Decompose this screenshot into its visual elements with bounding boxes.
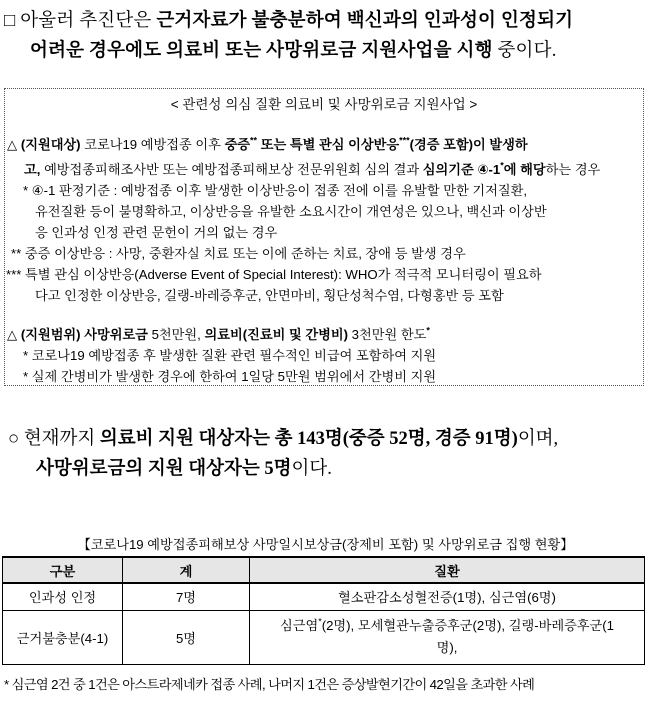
target-text: 코로나19 예방접종 이후	[80, 137, 225, 152]
table-caption: 【코로나19 예방접종피해보상 사망일시보상금(장제비 포함) 및 사망위로금 집행 현황】	[77, 537, 574, 552]
square-bullet-icon: □	[4, 11, 16, 31]
footnote-mark: *	[426, 325, 430, 336]
note1-line-3: 응 인과성 인정 관련 문헌이 거의 없는 경우	[35, 225, 278, 240]
intro-text: 아울러 추진단은	[20, 11, 157, 31]
target-label: (지원대상)	[20, 137, 81, 152]
status-bold-text: 사망위로금의 지원 대상자는 5명	[36, 459, 292, 479]
target-line-1	[7, 136, 528, 154]
status-paragraph	[8, 424, 558, 484]
cell-category: 인과성 인정	[3, 583, 123, 610]
circle-bullet-icon: ○	[8, 429, 20, 449]
note2: ** 중증 이상반응 : 사망, 중환자실 치료 또는 이에 준하는 치료, 장애 등 발생 경우	[11, 246, 466, 261]
cell-total: 5명	[123, 610, 250, 664]
paren-text: (경증 포함)이 발생하	[409, 137, 528, 152]
note1-line-2: 유전질환 등이 불명확하고, 이상반응을 유발한 소요시간이 개연성은 있으나, 백신과 이상반	[35, 204, 547, 219]
applies-text: 에 해당	[503, 162, 546, 177]
status-text: 이다.	[291, 459, 332, 479]
intro-text-end: 중이다.	[492, 41, 557, 61]
payment-status-table	[2, 556, 645, 665]
status-text: 현재까지	[23, 429, 100, 449]
disease-text: (2명), 모세혈관누출증후군(2명), 길랭-바레증후군(1	[321, 618, 615, 633]
cell-disease: 혈소판감소성혈전증(1명), 심근염(6명)	[250, 583, 645, 610]
header-category: 구분	[3, 557, 123, 583]
scope-label: (지원범위) 사망위로금	[20, 327, 148, 342]
note3-line-1: *** 특별 관심 이상반응(Adverse Event of Special Interest): WHO가 적극적 모니터링이 필요하	[6, 267, 542, 282]
target-text: 예방접종피해조사반 또는 예방접종피해보상 전문위원회 심의 결과	[40, 162, 423, 177]
header-disease: 질환	[250, 557, 645, 583]
status-bold-text: 의료비 지원 대상자는 총 143명(중증 52명, 경증 91명)	[99, 429, 518, 449]
triangle-bullet-icon: △	[7, 137, 18, 152]
footnote-mark: **	[250, 135, 258, 146]
target-text: 고,	[24, 162, 41, 177]
table-row	[3, 583, 645, 610]
intro-bold-text: 근거자료가 불충분하여 백신과의 인과성이 인정되기	[156, 11, 574, 31]
table-row	[3, 610, 645, 664]
footnote-mark: *	[318, 616, 322, 627]
note1-line-1: * ④-1 판정기준 : 예방접종 이후 발생한 이상반응이 접종 전에 이를 유발할 만한 기저질환,	[23, 183, 528, 198]
support-program-box	[4, 88, 644, 386]
footnote-mark: *	[500, 160, 504, 171]
footnote-mark: ***	[399, 135, 410, 146]
intro-line-1	[4, 6, 649, 36]
note3-line-2: 다고 인정한 이상반응, 길랭-바레증후군, 안면마비, 횡단성척수염, 다형홍반 등 포함	[35, 288, 504, 303]
scope-amount: 3천만원 한도	[348, 327, 427, 342]
header-total: 계	[123, 557, 250, 583]
disease-text: 심근염	[279, 618, 319, 633]
triangle-bullet-icon: △	[7, 327, 18, 342]
cell-disease	[250, 610, 645, 664]
medical-text: 의료비(진료비 및 간병비)	[204, 327, 348, 342]
severe-text: 중증	[224, 137, 251, 152]
special-text: 또는 특별 관심 이상반응	[257, 137, 400, 152]
scope-line	[7, 326, 430, 344]
scope-note-2: * 실제 간병비가 발생한 경우에 한하여 1일당 5만원 범위에서 간병비 지원	[23, 369, 437, 384]
intro-paragraph	[4, 6, 649, 66]
status-line-2	[8, 454, 558, 484]
scope-amount: 5천만원,	[147, 327, 205, 342]
table-header-row	[3, 557, 645, 583]
cell-category: 근거불충분(4-1)	[3, 610, 123, 664]
table-footnote: * 심근염 2건 중 1건은 아스트라제네카 접종 사례, 나머지 1건은 증상발현기간이 42일을 초과한 사례	[4, 677, 535, 692]
status-text: 이며,	[517, 429, 559, 449]
status-line-1	[8, 424, 558, 454]
box-title: < 관련성 의심 질환 의료비 및 사망위로금 지원사업 >	[170, 97, 478, 112]
cell-total: 7명	[123, 583, 250, 610]
disease-text: 명),	[436, 640, 458, 655]
scope-note-1: * 코로나19 예방접종 후 발생한 질환 관련 필수적인 비급여 포함하여 지원	[23, 348, 437, 363]
target-text: 하는 경우	[545, 162, 601, 177]
target-line-2	[24, 161, 600, 179]
intro-line-2	[4, 36, 649, 66]
intro-bold-text-2: 어려운 경우에도 의료비 또는 사망위로금 지원사업을 시행	[30, 41, 493, 61]
criteria-text: 심의기준 ④-1	[422, 162, 501, 177]
